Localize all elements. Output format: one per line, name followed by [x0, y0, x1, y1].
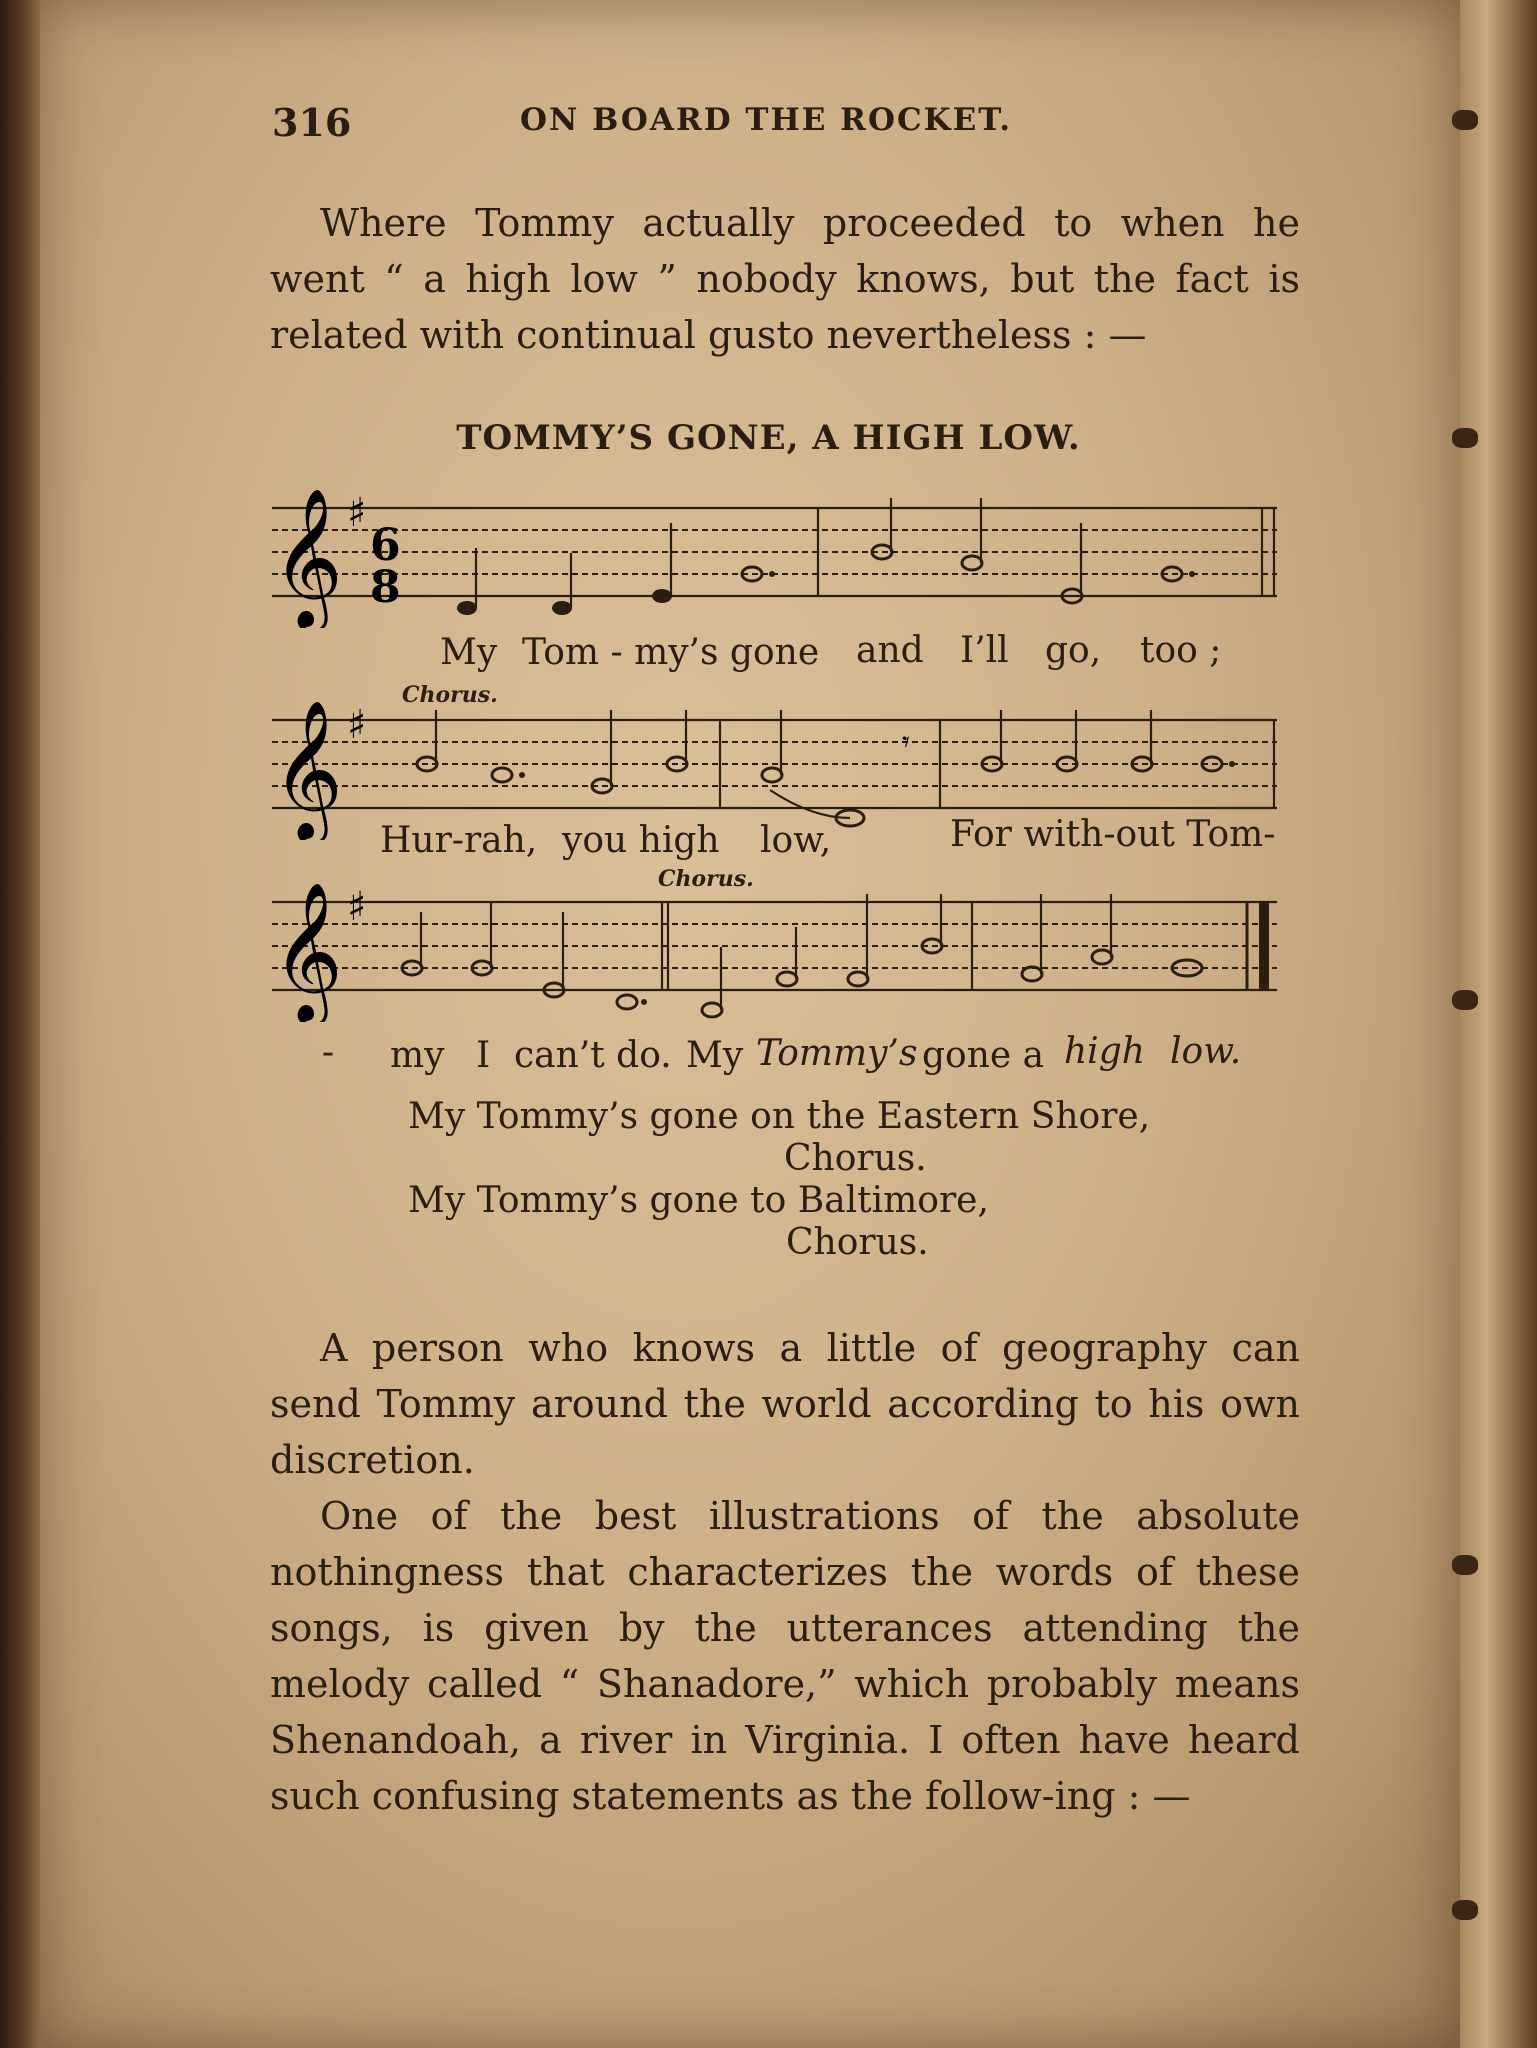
notes-measure-6	[402, 902, 647, 1009]
time-signature-bottom: 8	[370, 562, 401, 613]
lyric: I	[476, 1035, 491, 1076]
body-paragraph: One of the best illustrations of the absolute nothingness that characterizes the words of these songs, is given by the utterances attending the melody called “ Shanadore,” which probably means Shenandoah, a river in Virginia. I often have heard such confusing statements as the follow-ing : —	[270, 1494, 1300, 1818]
running-title: ON BOARD THE ROCKET.	[520, 102, 1013, 138]
verse-line: My Tommy’s gone to Baltimore,	[408, 1180, 989, 1221]
treble-clef-icon: 𝄞	[272, 700, 343, 839]
chorus-label: Chorus.	[402, 682, 498, 708]
body-paragraph: A person who knows a little of geography can send Tommy around the world according to his own discretion.	[270, 1326, 1300, 1482]
sharp-icon: ♯	[347, 702, 367, 748]
binding-stitch	[1452, 110, 1478, 130]
binding-stitch	[1452, 990, 1478, 1010]
treble-clef-icon: 𝄞	[272, 882, 343, 1021]
verse-refrain: Chorus.	[784, 1138, 927, 1179]
chorus-label: Chorus.	[658, 866, 754, 892]
page-number: 316	[272, 100, 352, 145]
music-staff-1	[272, 478, 1282, 628]
binding-stitch	[1452, 1900, 1478, 1920]
lyric: I’ll	[960, 630, 1009, 671]
treble-clef-icon: 𝄞	[272, 488, 343, 627]
book-gutter-left	[0, 0, 40, 2048]
lyric: high	[1064, 1031, 1145, 1072]
sharp-icon: ♯	[347, 490, 367, 536]
lyric: can’t do.	[514, 1035, 672, 1076]
lyric: Tommy’s	[756, 1033, 918, 1074]
intro-paragraph: Where Tommy actually proceeded to when he went “ a high low ” nobody knows, but the fact is related with continual gusto nevertheless : —	[270, 201, 1300, 357]
lyric: Tom - my’s gone	[522, 632, 820, 673]
notes-measure-1	[457, 523, 775, 615]
lyric: Hur-rah,	[380, 820, 538, 861]
lyric: My	[440, 632, 498, 673]
sharp-icon: ♯	[347, 884, 367, 930]
lyric: you high	[562, 820, 720, 861]
lyric: gone a	[922, 1035, 1045, 1076]
notes-measure-2	[872, 498, 1195, 603]
verse-refrain: Chorus.	[786, 1222, 929, 1263]
song-title: TOMMY’S GONE, A HIGH LOW.	[456, 418, 1081, 458]
page-header	[272, 100, 1292, 150]
music-staff-3	[272, 872, 1282, 1022]
lyric: My	[686, 1035, 744, 1076]
lyric: For with-out Tom-	[950, 814, 1276, 855]
lyric: go,	[1045, 630, 1102, 671]
lyric: low,	[760, 820, 832, 861]
binding-stitch	[1452, 1555, 1478, 1575]
rest-icon: 𝄾	[902, 725, 910, 760]
book-spine-edge	[1460, 0, 1537, 2048]
notes-measure-3	[417, 710, 687, 793]
verse-line: My Tommy’s gone on the Eastern Shore,	[408, 1096, 1151, 1137]
time-signature-top: 6	[370, 520, 401, 571]
lyric: -	[322, 1032, 335, 1073]
lyric: too ;	[1140, 630, 1222, 671]
lyric: low.	[1170, 1031, 1242, 1072]
lyric: my	[390, 1035, 445, 1076]
lyric: and	[856, 630, 924, 671]
notes-measure-7	[702, 894, 942, 1017]
